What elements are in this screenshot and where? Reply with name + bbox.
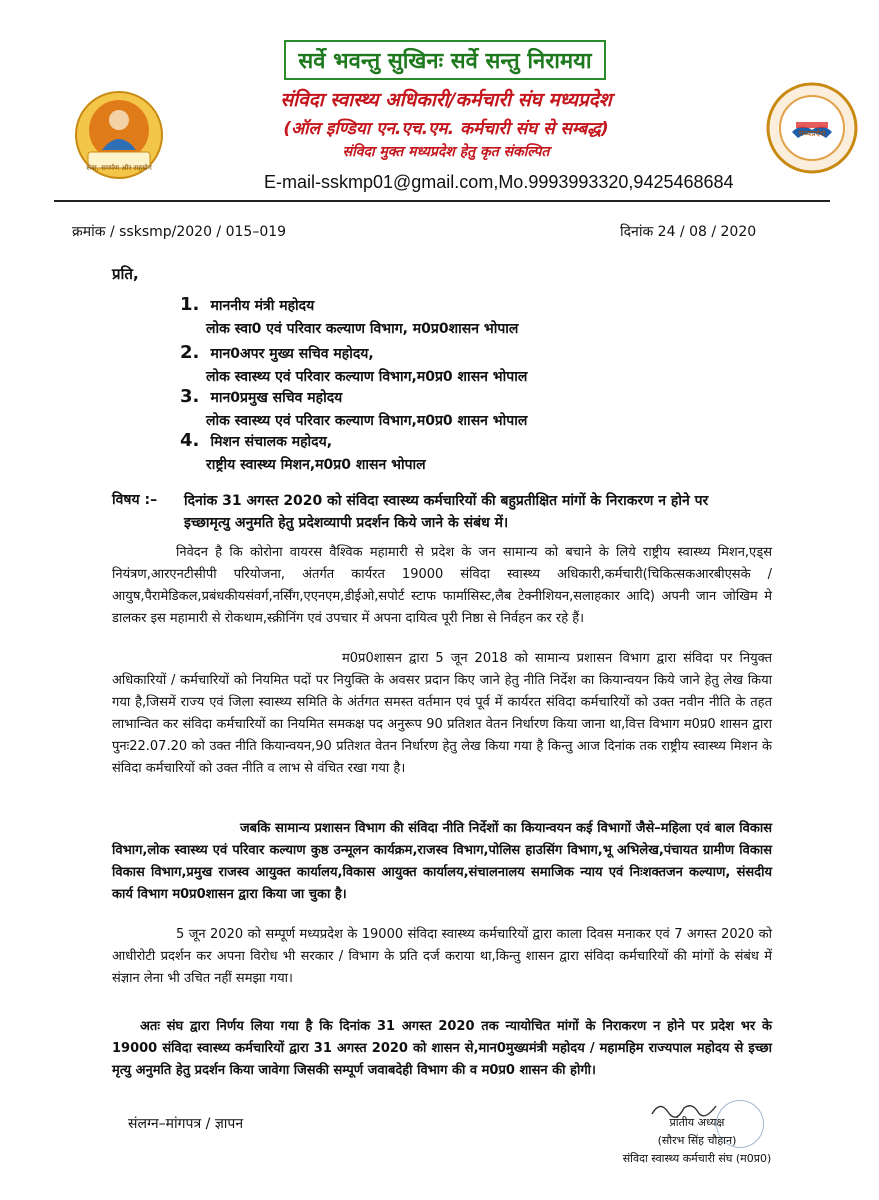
- signature-name: (सौरभ सिंह चौहान): [657, 1134, 737, 1147]
- affiliation: (ऑल इण्डिया एन.एच.एम. कर्मचारी संघ से सम्बद्ध): [283, 119, 609, 139]
- addressee-number: 4.: [180, 430, 200, 451]
- addressee-number: 3.: [180, 386, 200, 407]
- signature-designation: प्रांतीय अध्यक्ष: [669, 1116, 725, 1129]
- paragraph-1: निवेदन है कि कोरोना वायरस वैश्विक महामारी से प्रदेश के जन सामान्य को बचाने के लिये राष्ट्रीय स्वास्थ्य मिशन,एड्स नियंत्रण,आरएनटीसीपी परियोजना, अंतर्गत कार्यरत 19000 संविदा स्वास्थ्य अधिकारी,कर्मचारी(चिकित्सकआरबीएसके / आयुष,पैरामेडिकल,प्रबंधकीयसंवर्ग,नर्सिंग,एएनएम,डीईओ,सपोर्ट स्टाफ फार्मासिस्ट,लैब टेक्नीशियन,सलाहकार आदि) अपनी जान जोखिम मे डालकर इस महामारी से रोकथाम,स्क्रीनिंग एवं उपचार में अपना दायित्व पूरी निष्ठा से निर्वहन कर रहे हैं।: [112, 545, 772, 626]
- addressee-title: मिशन संचालक महोदय,: [210, 434, 333, 450]
- left-logo-caption: सेवा, समर्पण और सहयोग: [86, 164, 152, 172]
- addressee-number: 1.: [180, 294, 200, 315]
- paragraph-2: म0प्र0शासन द्वारा 5 जून 2018 को सामान्य प्रशासन विभाग द्वारा संविदा पर नियुक्त अधिकारियों / कर्मचारियों को नियमित पदों पर नियुक्ति के अवसर प्रदान किए जाने हेतु नीति निर्देश का कियान्वयन किये जाने हेतु लेख किया गया है,जिसमें राज्य एवं जिला स्वास्थ्य समिति के अंर्तगत समस्त वर्तमान एवं पूर्व में कार्यरत संविदा कर्मचारियों को उक्त नवीन नीति के तहत लाभान्वित कर संविदा कर्मचारियों का नियमित समकक्ष पद अनुरूप 90 प्रतिशत वेतन निर्धारण किया जाना था,वित्त विभाग म0प्र0 शासन द्वारा पुनः22.07.20 को उक्त नीति कियान्वयन,90 प्रतिशत वेतन निर्धारण हेतु लेख किया गया है किन्तु आज दिनांक तक राष्ट्रीय स्वास्थ्य मिशन के संविदा कर्मचारियों को उक्त नीति व लाभ से वंचित रखा गया है।: [112, 651, 772, 776]
- right-logo-caption: मध्यप्रदेश: [798, 129, 826, 138]
- addressee-title: मान0प्रमुख सचिव महोदय: [210, 390, 343, 406]
- enclosure-note: संलग्न–मांगपत्र / ज्ञापन: [128, 1116, 244, 1132]
- tagline: संविदा मुक्त मध्यप्रदेश हेतु कृत संकल्पित: [342, 144, 550, 160]
- signature-org: संविदा स्वास्थ्य कर्मचारी संघ (म0प्र0): [622, 1152, 772, 1165]
- addressee-dept: राष्ट्रीय स्वास्थ्य मिशन,म0प्र0 शासन भोपाल: [206, 457, 426, 473]
- addressee-2: [180, 342, 527, 386]
- header-divider: [54, 200, 830, 202]
- to-label: प्रति,: [112, 265, 139, 283]
- addressee-dept: लोक स्वास्थ्य एवं परिवार कल्याण विभाग,म0प्र0 शासन भोपाल: [206, 369, 528, 385]
- contact-line: E-mail-sskmp01@gmail.com,Mo.9993993320,9425468684: [264, 172, 734, 192]
- letter-date: दिनांक 24 / 08 / 2020: [620, 224, 757, 240]
- addressee-4: [180, 430, 426, 474]
- motto-text: सर्वे भवन्तु सुखिनः सर्वे सन्तु निरामया: [298, 49, 592, 74]
- paragraph-4: 5 जून 2020 को सम्पूर्ण मध्यप्रदेश के 19000 संविदा स्वास्थ्य कर्मचारियों द्वारा काला दिवस मनाकर एवं 7 अगस्त 2020 को आधीरोटी प्रदर्शन कर अपना विरोध भी सरकार / विभाग के प्रति दर्ज कराया था,किन्तु शासन द्वारा संविदा कर्मचारियों की मांगों के संबंध में संज्ञान लेना भी उचित नहीं समझा गया।: [112, 927, 772, 986]
- paragraph-5: अतः संघ द्वारा निर्णय लिया गया है कि दिनांक 31 अगस्त 2020 तक न्यायोचित मांगों के निराकरण न होने पर प्रदेश भर के 19000 संविदा स्वास्थ्य कर्मचारियों द्वारा 31 अगस्त 2020 को शासन से,मान0मुख्यमंत्री महोदय / महामहिम राज्यपाल महोदय से इच्छा मृत्यु अनुमति हेतु प्रदर्शन किया जावेगा जिसकी सम्पूर्ण जवाबदेही विभाग की व म0प्र0 शासन की होगी।: [112, 1019, 772, 1078]
- subject-label: विषय :–: [112, 492, 158, 508]
- motto-banner: [284, 40, 606, 80]
- paragraph-3: जबकि सामान्य प्रशासन विभाग की संविदा नीति निर्देशों का कियान्वयन कई विभागों जैसे–महिला एवं बाल विकास विभाग,लोक स्वास्थ्य एवं परिवार कल्याण कुष्ठ उन्मूलन कार्यक्रम,राजस्व विभाग,पोलिस हाउसिंग विभाग,भू अभिलेख,पंचायत ग्रामीण विकास विकास विभाग,प्रमुख राजस्व आयुक्त कार्यालय,विकास आयुक्त कार्यालय,संचालनालय समाजिक न्याय एवं निःशक्तजन कल्याण, संसदीय कार्य विभाग म0प्र0शासन द्वारा किया जा चुका है।: [112, 821, 772, 902]
- addressee-title: मान0अपर मुख्य सचिव महोदय,: [210, 346, 374, 362]
- addressee-dept: लोक स्वा0 एवं परिवार कल्याण विभाग, म0प्र0शासन भोपाल: [206, 321, 519, 337]
- org-name: संविदा स्वास्थ्य अधिकारी/कर्मचारी संघ मध्यप्रदेश: [280, 89, 612, 111]
- addressee-3: [180, 386, 527, 430]
- addressee-dept: लोक स्वास्थ्य एवं परिवार कल्याण विभाग,म0प्र0 शासन भोपाल: [206, 413, 528, 429]
- addressee-1: [180, 294, 518, 338]
- subject-text: दिनांक 31 अगस्त 2020 को संविदा स्वास्थ्य कर्मचारियों की बहुप्रतीक्षित मांगों के निराकरण न होने पर इच्छामृत्यु अनुमति हेतु प्रदेशव्यापी प्रदर्शन किये जाने के संबंध में।: [184, 493, 709, 531]
- addressee-number: 2.: [180, 342, 200, 363]
- addressee-title: माननीय मंत्री महोदय: [210, 298, 315, 314]
- reference-number: क्रमांक / ssksmp/2020 / 015–019: [72, 224, 287, 240]
